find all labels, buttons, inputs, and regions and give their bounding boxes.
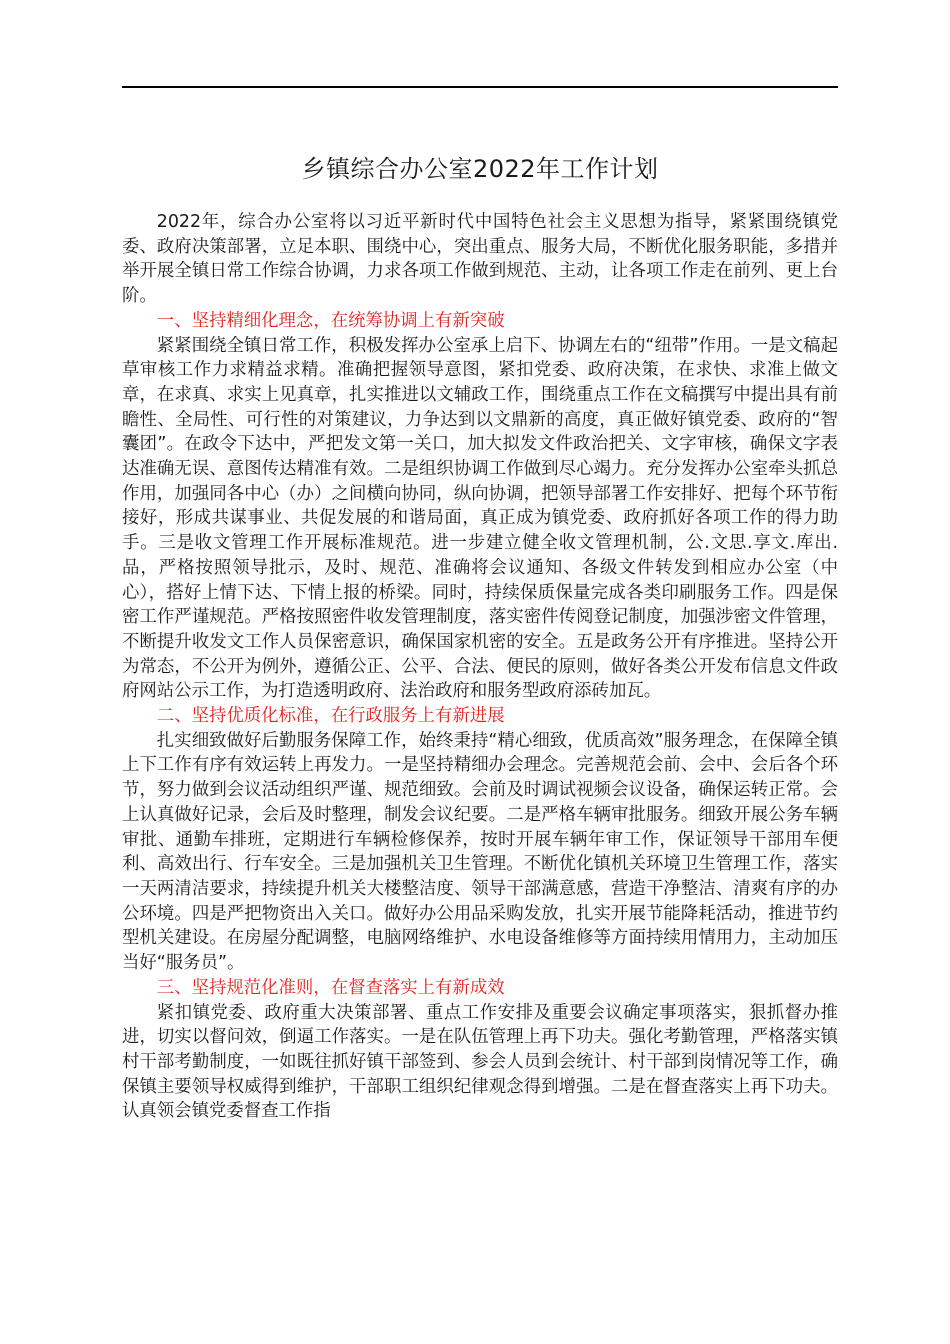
intro-paragraph: 2022年，综合办公室将以习近平新时代中国特色社会主义思想为指导，紧紧围绕镇党委、政府决策部署，立足本职、围绕中心，突出重点、服务大局，不断优化服务职能，多措并举开展全镇日常工作综合协调，力求各项工作做到规范、主动，让各项工作走在前列、更上台阶。 xyxy=(122,212,838,307)
section-2-paragraph: 扎实细致做好后勤服务保障工作，始终秉持“精心细致，优质高效”服务理念，在保障全镇上下工作有序有效运转上再发力。一是坚持精细办会理念。完善规范会前、会中、会后各个环节，努力做到会议活动组织严谨、规范细致。会前及时调试视频会议设备，确保运转正常。会上认真做好记录，会后及时整理，制发会议纪要。二是严格车辆审批服务。细致开展公务车辆审批、通勤车排班，定期进行车辆检修保养，按时开展车辆年审工作，保证领导干部用车便利、高效出行、行车安全。三是加强机关卫生管理。不断优化镇机关环境卫生管理工作，落实一天两清洁要求，持续提升机关大楼整洁度、领导干部满意感，营造干净整洁、清爽有序的办公环境。四是严把物资出入关口。做好办公用品采购发放，扎实开展节能降耗活动，推进节约型机关建设。在房屋分配调整，电脑网络维护、水电设备维修等方面持续用情用力，主动加压当好“服务员”。 xyxy=(122,730,838,974)
section-heading-1: 一、坚持精细化理念，在统筹协调上有新突破 xyxy=(156,310,505,331)
section-1-paragraph: 紧紧围绕全镇日常工作，积极发挥办公室承上启下、协调左右的“纽带”作用。一是文稿起草审核工作力求精益求精。准确把握领导意图，紧扣党委、政府决策，在求快、求准上做文章，在求真、求实上见真章，扎实推进以文辅政工作，围绕重点工作在文稿撰写中提出具有前瞻性、全局性、可行性的对策建议，力争达到以文鼎新的高度，真正做好镇党委、政府的“智囊团”。在政令下达中，严把发文第一关口，加大拟发文件政治把关、文字审核，确保文字表达准确无误、意图传达精准有效。二是组织协调工作做到尽心竭力。充分发挥办公室牵头抓总作用，加强同各中心（办）之间横向协同，纵向协调，把领导部署工作安排好、把每个环节衔接好，形成共谋事业、共促发展的和谐局面，真正成为镇党委、政府抓好各项工作的得力助手。三是收文管理工作开展标准规范。进一步建立健全收文管理机制，公.文思.享文.库出.品，严格按照领导批示，及时、规范、准确将会议通知、各级文件转发到相应办公室（中心），搭好上情下达、下情上报的桥梁。同时，持续保质保量完成各类印刷服务工作。四是保密工作严谨规范。严格按照密件收发管理制度，落实密件传阅登记制度，加强涉密文件管理，不断提升收发文工作人员保密意识，确保国家机密的安全。五是政务公开有序推进。坚持公开为常态，不公开为例外，遵循公正、公平、合法、便民的原则，做好各类公开发布信息文件政府网站公示工作，为打造透明政府、法治政府和服务型政府添砖加瓦。 xyxy=(122,335,838,702)
document-title: 乡镇综合办公室2022年工作计划 xyxy=(301,155,659,183)
header-rule xyxy=(122,86,838,88)
section-heading-2: 二、坚持优质化标准，在行政服务上有新进展 xyxy=(156,706,505,727)
section-heading-3: 三、坚持规范化准则，在督查落实上有新成效 xyxy=(156,977,505,998)
document-body xyxy=(122,210,838,1124)
section-3-paragraph: 紧扣镇党委、政府重大决策部署、重点工作安排及重要会议确定事项落实，狠抓督办推进，切实以督问效，倒逼工作落实。一是在队伍管理上再下功夫。强化考勤管理，严格落实镇村干部考勤制度，一如既往抓好镇干部签到、参会人员到会统计、村干部到岗情况等工作，确保镇主要领导权威得到维护，干部职工组织纪律观念得到增强。二是在督查落实上再下功夫。认真领会镇党委督查工作指 xyxy=(122,1002,838,1122)
